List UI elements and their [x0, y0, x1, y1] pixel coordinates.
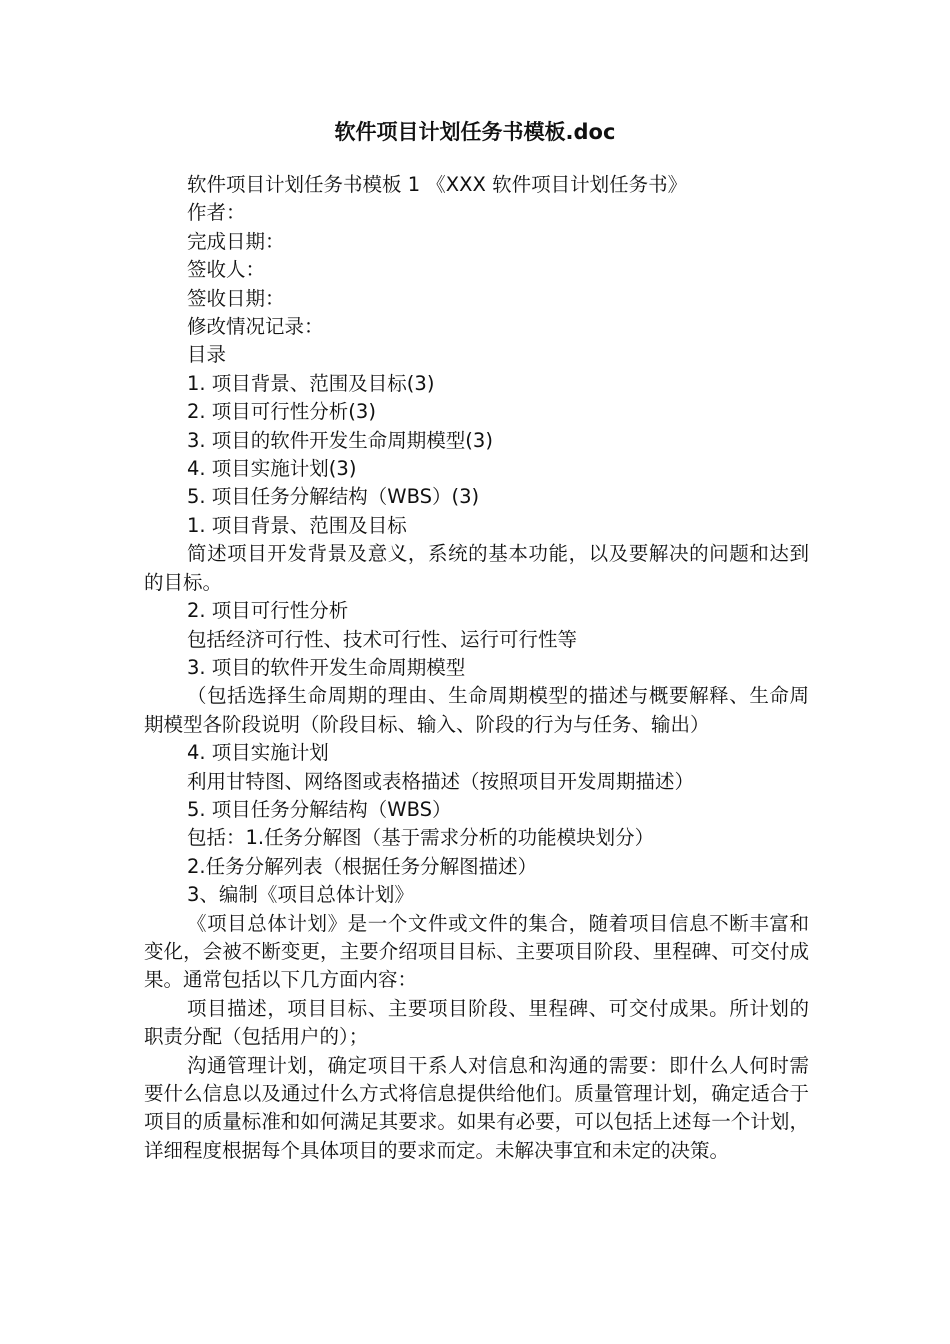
toc-item: 4. 项目实施计划(3) [187, 457, 357, 481]
section-heading: 5. 项目任务分解结构（WBS） [187, 797, 452, 821]
section-body: 项目描述，项目目标、主要项目阶段、里程碑、可交付成果。所计划的职责分配（包括用户的）； [144, 996, 809, 1049]
section-heading: 1. 项目背景、范围及目标 [187, 513, 407, 537]
toc-item: 2. 项目可行性分析(3) [187, 400, 376, 424]
paragraph-revision-record: 修改情况记录： [187, 315, 324, 339]
toc-item: 1. 项目背景、范围及目标(3) [187, 371, 435, 395]
paragraph-author: 作者： [187, 201, 246, 225]
paragraph-completion-date: 完成日期： [187, 229, 285, 253]
section-body: （包括选择生命周期的理由、生命周期模型的描述与概要解释、生命周期模型各阶段说明（阶段目标、输入、阶段的行为与任务、输出） [144, 684, 809, 736]
paragraph-receipt-date: 签收日期： [187, 286, 285, 310]
section-body: 2.任务分解列表（根据任务分解图描述） [187, 854, 538, 878]
paragraph-recipient: 签收人： [187, 258, 266, 282]
toc-heading: 目录 [187, 343, 227, 367]
section-heading: 3. 项目的软件开发生命周期模型 [187, 655, 466, 679]
section-body: 包括经济可行性、技术可行性、运行可行性等 [187, 627, 578, 651]
section-heading: 3、编制《项目总体计划》 [187, 883, 414, 907]
paragraph-template-heading: 软件项目计划任务书模板 1 《XXX 软件项目计划任务书》 [187, 173, 688, 196]
section-heading: 4. 项目实施计划 [187, 741, 329, 765]
section-body: 《项目总体计划》是一个文件或文件的集合，随着项目信息不断丰富和变化，会被不断变更，主要介绍项目目标、主要项目阶段、里程碑、可交付成果。通常包括以下几方面内容： [144, 911, 809, 992]
section-body: 利用甘特图、网络图或表格描述（按照项目开发周期描述） [187, 769, 695, 793]
section-body: 包括：1.任务分解图（基于需求分析的功能模块划分） [187, 826, 655, 850]
section-body: 简述项目开发背景及意义，系统的基本功能，以及要解决的问题和达到的目标。 [144, 542, 809, 594]
document-body [144, 171, 809, 1165]
section-body: 沟通管理计划，确定项目干系人对信息和沟通的需要：即什么人何时需要什么信息以及通过什么方式将信息提供给他们。质量管理计划，确定适合于项目的质量标准和如何满足其要求。如果有必要，可以包括上述每一个计划，详细程度根据每个具体项目的要求而定。未解决事宜和未定的决策。 [144, 1053, 809, 1162]
toc-item: 5. 项目任务分解结构（WBS）(3) [187, 485, 480, 509]
section-heading: 2. 项目可行性分析 [187, 599, 349, 623]
document-title: 软件项目计划任务书模板.doc [334, 120, 616, 144]
toc-item: 3. 项目的软件开发生命周期模型(3) [187, 428, 493, 452]
